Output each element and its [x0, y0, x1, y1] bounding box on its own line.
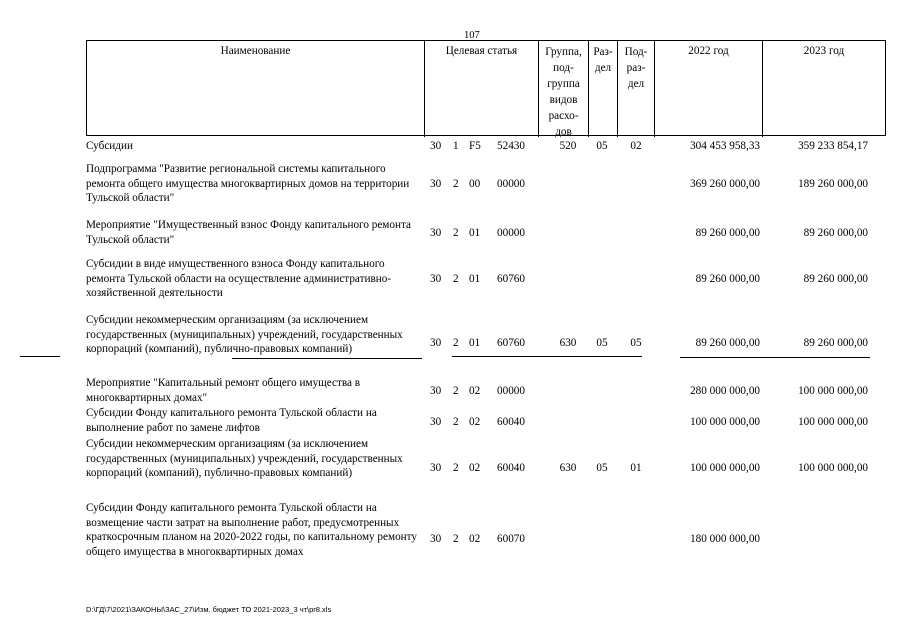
scan-mark [20, 356, 60, 357]
header-group: Группа, под- группа видов расхо- дов [539, 41, 589, 137]
target-direction: 00000 [497, 178, 525, 190]
subsection-code: 05 [630, 337, 642, 349]
target-measure: 00 [469, 178, 481, 190]
target-subprogram: 1 [453, 140, 459, 152]
target-measure: 02 [469, 533, 481, 545]
scan-mark [232, 358, 422, 359]
header-section: Раз- дел [589, 41, 618, 137]
page-number: 107 [464, 30, 480, 41]
target-measure: F5 [469, 140, 481, 152]
target-measure: 02 [469, 416, 481, 428]
scan-mark [452, 356, 642, 357]
row-name: Субсидии некоммерческим организациям (за исключением государственных (муниципальных) учреждений, государственных корпораций (компаний), публично-правовых компаний) [86, 438, 403, 480]
amount-2023: 189 260 000,00 [798, 178, 868, 190]
target-direction: 60760 [497, 273, 525, 285]
amount-2022: 89 260 000,00 [695, 227, 760, 239]
target-measure: 02 [469, 385, 481, 397]
group-code: 630 [559, 337, 577, 349]
target-direction: 60070 [497, 533, 525, 545]
target-subprogram: 2 [453, 533, 459, 545]
amount-2023: 100 000 000,00 [798, 385, 868, 397]
row-name: Подпрограмма "Развитие региональной системы капитального ремонта общего имущества многоквартирных домов на территории Тульской области" [86, 163, 410, 205]
row-name: Субсидии в виде имущественного взноса Фонду капитального ремонта Тульской области на осуществление административно-хозяйственной деятельности [86, 258, 392, 300]
target-direction: 60040 [497, 462, 525, 474]
target-direction: 52430 [497, 140, 525, 152]
amount-2022: 100 000 000,00 [690, 416, 760, 428]
target-subprogram: 2 [453, 273, 459, 285]
target-program: 30 [430, 462, 442, 474]
subsection-code: 01 [630, 462, 642, 474]
target-program: 30 [430, 227, 442, 239]
target-program: 30 [430, 273, 442, 285]
header-target: Целевая статья [425, 41, 539, 137]
amount-2022: 89 260 000,00 [695, 273, 760, 285]
target-program: 30 [430, 337, 442, 349]
target-subprogram: 2 [453, 385, 459, 397]
amount-2023: 89 260 000,00 [803, 227, 868, 239]
target-subprogram: 2 [453, 227, 459, 239]
target-measure: 01 [469, 227, 481, 239]
target-program: 30 [430, 533, 442, 545]
amount-2023: 89 260 000,00 [803, 273, 868, 285]
target-measure: 01 [469, 337, 481, 349]
section-code: 05 [596, 140, 608, 152]
row-name: Субсидии [86, 140, 133, 152]
scan-mark [680, 357, 870, 358]
subsection-code: 02 [630, 140, 642, 152]
amount-2022: 280 000 000,00 [690, 385, 760, 397]
amount-2022: 304 453 958,33 [690, 140, 760, 152]
target-direction: 00000 [497, 227, 525, 239]
target-program: 30 [430, 140, 442, 152]
target-program: 30 [430, 416, 442, 428]
amount-2023: 359 233 854,17 [798, 140, 868, 152]
amount-2023: 100 000 000,00 [798, 462, 868, 474]
amount-2022: 180 000 000,00 [690, 533, 760, 545]
target-measure: 01 [469, 273, 481, 285]
target-measure: 02 [469, 462, 481, 474]
target-direction: 60040 [497, 416, 525, 428]
row-name: Субсидии Фонду капитального ремонта Тульской области на выполнение работ по замене лифтов [86, 407, 377, 434]
header-name: Наименование [87, 41, 425, 137]
header-subsection: Под- раз- дел [618, 41, 655, 137]
header-frame [86, 40, 886, 136]
target-subprogram: 2 [453, 337, 459, 349]
amount-2023: 89 260 000,00 [803, 337, 868, 349]
target-subprogram: 2 [453, 178, 459, 190]
row-name: Мероприятие "Имущественный взнос Фонду капитального ремонта Тульской области" [86, 219, 411, 246]
amount-2022: 89 260 000,00 [695, 337, 760, 349]
header-year-2022: 2022 год [655, 41, 763, 137]
amount-2022: 369 260 000,00 [690, 178, 760, 190]
target-program: 30 [430, 385, 442, 397]
target-subprogram: 2 [453, 416, 459, 428]
row-name: Субсидии Фонду капитального ремонта Тульской области на возмещение части затрат на выполнение работ, предусмотренных краткосрочным планом на 2020-2022 годы, по капитальному ремонту общего имущества в многоквартирных домах [86, 502, 417, 559]
section-code: 05 [596, 462, 608, 474]
target-subprogram: 2 [453, 462, 459, 474]
target-direction: 00000 [497, 385, 525, 397]
group-code: 520 [559, 140, 577, 152]
amount-2023: 100 000 000,00 [798, 416, 868, 428]
section-code: 05 [596, 337, 608, 349]
target-program: 30 [430, 178, 442, 190]
file-path-footer: D:\ГД\7\2021\ЗАКОНЫ\ЗАС_27\Изм. бюджет ТО 2021-2023_3 чт\pr8.xls [86, 605, 332, 614]
amount-2022: 100 000 000,00 [690, 462, 760, 474]
group-code: 630 [559, 462, 577, 474]
row-name: Субсидии некоммерческим организациям (за исключением государственных (муниципальных) учреждений, государственных корпораций (компаний), публично-правовых компаний) [86, 314, 403, 356]
row-name: Мероприятие "Капитальный ремонт общего имущества в многоквартирных домах" [86, 377, 361, 404]
header-year-2023: 2023 год [803, 45, 845, 57]
target-direction: 60760 [497, 337, 525, 349]
